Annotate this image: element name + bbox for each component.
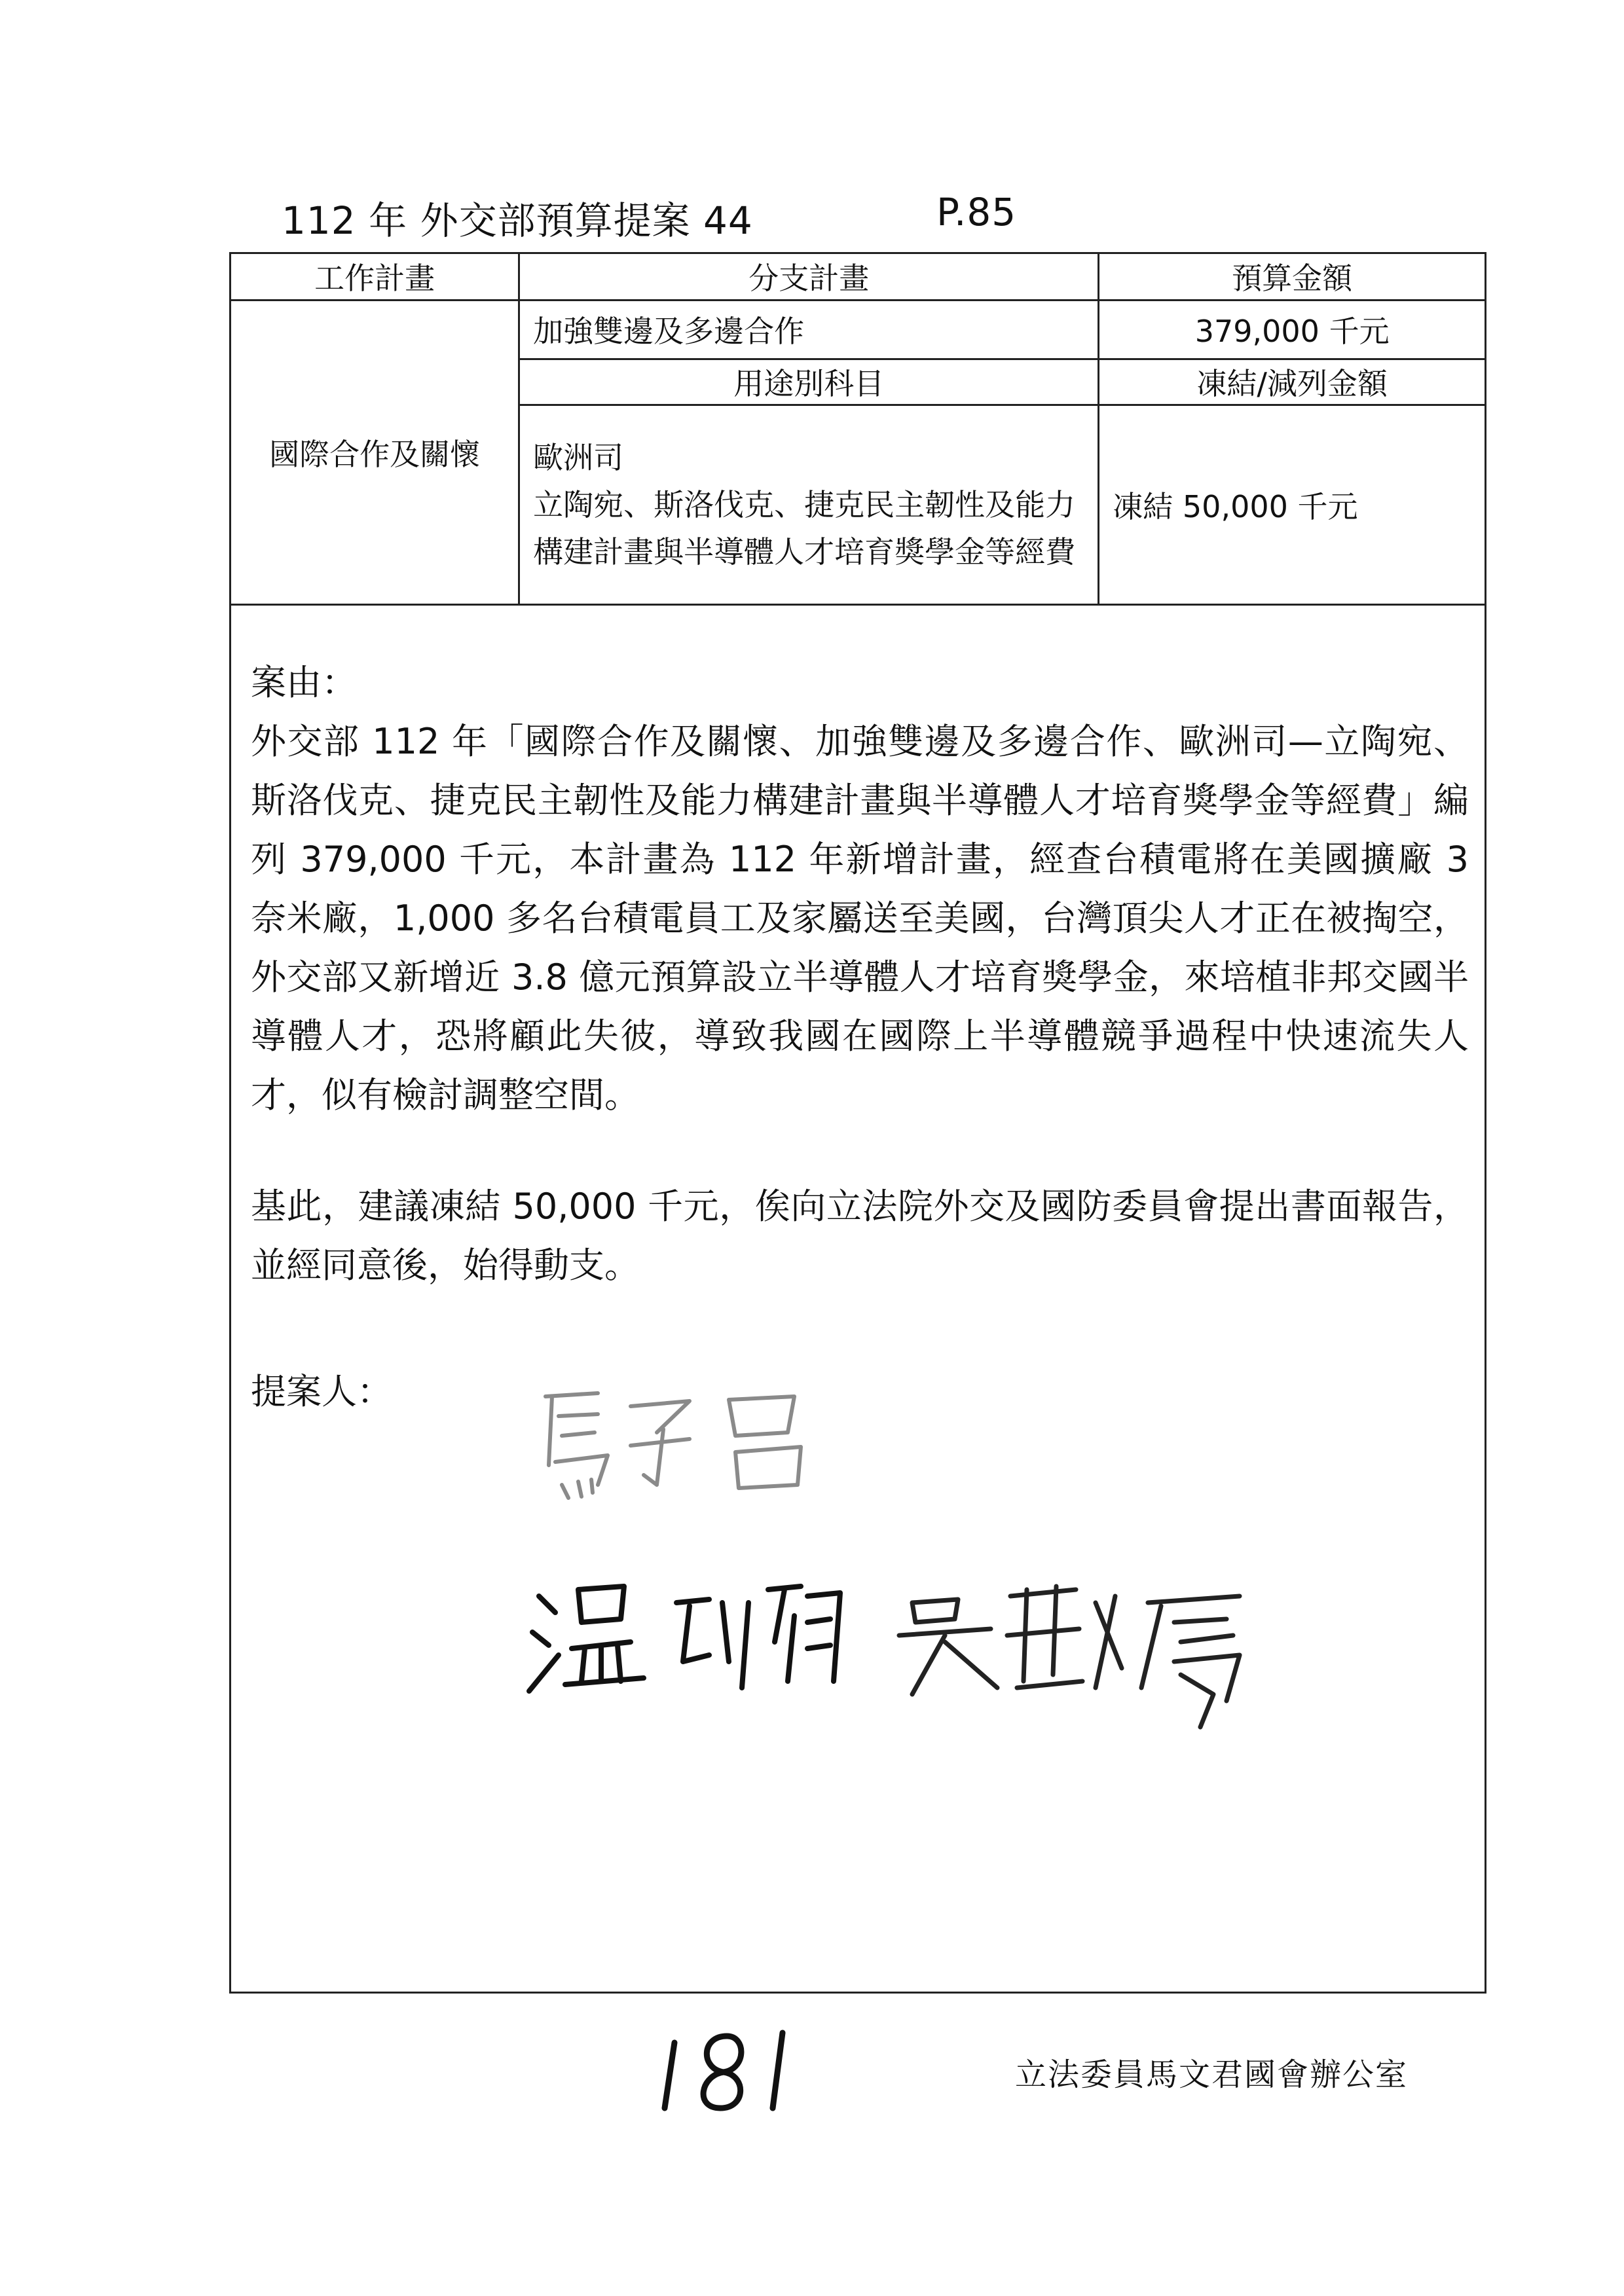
header-sub-plan: 分支計畫 [519, 254, 1099, 300]
budget-amount: 379,000 千元 [1099, 300, 1485, 359]
proposal-frame [229, 252, 1486, 1994]
page-reference: P.85 [936, 190, 1017, 234]
proposal-title: 112 年 外交部預算提案 44 [282, 198, 753, 243]
sub-plan-name: 加強雙邊及多邊合作 [519, 300, 1099, 359]
signature-wu-sihuai [899, 1586, 1240, 1727]
signatures-area [231, 254, 1488, 1995]
usage-description: 立陶宛、斯洛伐克、捷克民主韌性及能力構建計畫與半導體人才培育獎學金等經費 [533, 486, 1076, 570]
header-budget: 預算金額 [1099, 254, 1485, 300]
usage-department: 歐洲司 [533, 439, 624, 475]
header-freeze: 凍結/減列金額 [1099, 359, 1485, 405]
signature-wen-yuxia [529, 1586, 840, 1691]
document-header [282, 190, 1017, 245]
proposer-label: 提案人： [251, 1371, 392, 1412]
freeze-amount: 凍結 50,000 千元 [1099, 405, 1485, 604]
reason-paragraph: 外交部 112 年「國際合作及關懷、加強雙邊及多邊合作、歐洲司—立陶宛、斯洛伐克、捷克民主韌性及能力構建計畫與半導體人才培育獎學金等經費」編列 379,000 千元，本計畫為 112 年新增計畫，經查台積電將在美國擴廠 3 奈米廠，1,000 多名台積電員工及家屬送至美國，台灣頂尖人才正在被掏空，外交部又新增近 3.8 億元預算設立半導體人才培育獎學金，來培植非邦交國半導體人才，恐將顧此失彼，導致我國在國際上半導體競爭過程中快速流失人才，似有檢討調整空間。 [251, 721, 1469, 1116]
header-work-plan: 工作計畫 [231, 254, 519, 300]
handwritten-page-number [655, 2023, 819, 2115]
reason-label: 案由： [251, 662, 357, 703]
header-usage: 用途別科目 [519, 359, 1099, 405]
signature-ma-wenjun [545, 1393, 801, 1498]
office-name: 立法委員馬文君國會辦公室 [1015, 2056, 1409, 2093]
work-plan-name: 國際合作及關懷 [231, 300, 519, 604]
resolution-paragraph: 基此，建議凍結 50,000 千元，俟向立法院外交及國防委員會提出書面報告，並經同意後，始得動支。 [251, 1186, 1469, 1286]
